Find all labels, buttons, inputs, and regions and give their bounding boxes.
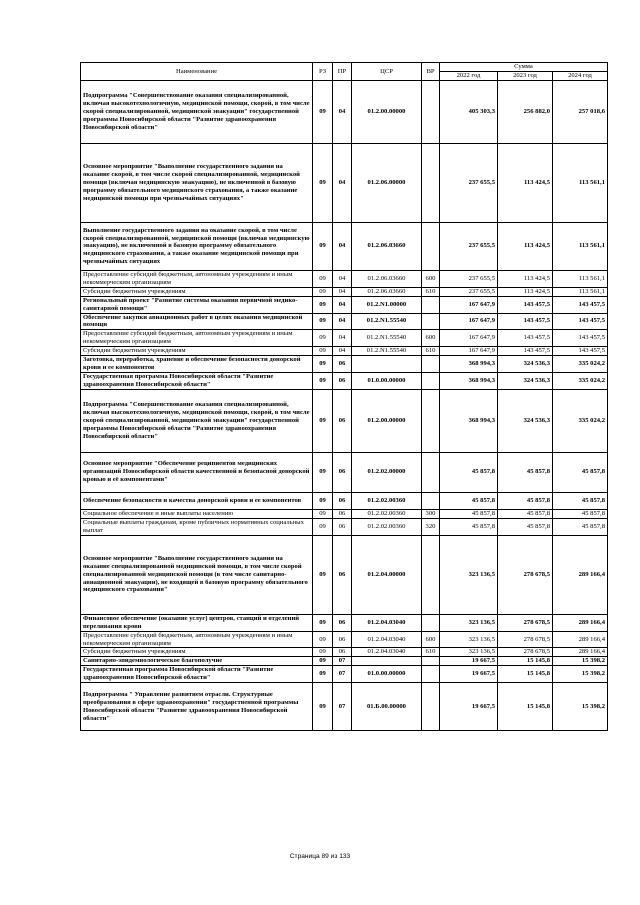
row-csr: 01.2.06.00000 xyxy=(352,143,422,222)
row-sum-2022: 167 647,9 xyxy=(440,313,498,330)
row-pr: 06 xyxy=(333,372,352,389)
row-sum-2022: 237 655,5 xyxy=(440,287,498,296)
row-vr: 320 xyxy=(422,518,440,535)
row-rz: 09 xyxy=(313,287,333,296)
row-sum-2024: 289 166,4 xyxy=(553,631,608,648)
header-csr: ЦСР xyxy=(352,63,422,81)
row-vr xyxy=(422,356,440,373)
row-vr xyxy=(422,372,440,389)
row-pr: 07 xyxy=(333,657,352,666)
row-csr: 01.2.06.03660 xyxy=(352,222,422,270)
row-rz: 09 xyxy=(313,631,333,648)
row-pr: 06 xyxy=(333,631,352,648)
row-csr: 01.2.02.00360 xyxy=(352,509,422,518)
row-sum-2022: 167 647,9 xyxy=(440,347,498,356)
row-sum-2023: 324 536,3 xyxy=(498,356,553,373)
row-pr: 04 xyxy=(333,313,352,330)
header-pr: ПР xyxy=(333,63,352,81)
row-vr xyxy=(422,143,440,222)
row-rz: 09 xyxy=(313,372,333,389)
row-pr: 04 xyxy=(333,296,352,313)
row-csr: 01.2.N1.55540 xyxy=(352,330,422,347)
row-vr: 610 xyxy=(422,648,440,657)
header-rz: РЗ xyxy=(313,63,333,81)
header-name: Наименование xyxy=(81,63,313,81)
row-sum-2024: 335 024,2 xyxy=(553,389,608,452)
row-name: Предоставление субсидий бюджетным, автономным учреждениям и иным некоммерческим организациям xyxy=(81,330,313,347)
row-name: Государственная программа Новосибирской области "Развитие здравоохранения Новосибирской области" xyxy=(81,372,313,389)
table-row xyxy=(81,330,608,347)
table-row xyxy=(81,518,608,535)
row-pr: 07 xyxy=(333,666,352,683)
row-sum-2022: 45 857,8 xyxy=(440,509,498,518)
budget-table-sheet xyxy=(80,62,607,731)
row-rz: 09 xyxy=(313,452,333,492)
row-pr: 06 xyxy=(333,535,352,614)
row-sum-2023: 45 857,8 xyxy=(498,509,553,518)
table-row xyxy=(81,372,608,389)
table-row xyxy=(81,347,608,356)
row-pr: 06 xyxy=(333,614,352,631)
row-rz: 09 xyxy=(313,389,333,452)
row-csr: 01.2.06.03660 xyxy=(352,287,422,296)
table-row xyxy=(81,80,608,143)
row-rz: 09 xyxy=(313,657,333,666)
row-sum-2023: 45 857,8 xyxy=(498,518,553,535)
table-row xyxy=(81,270,608,287)
row-vr xyxy=(422,535,440,614)
row-vr: 610 xyxy=(422,287,440,296)
row-rz: 09 xyxy=(313,296,333,313)
row-sum-2022: 323 136,5 xyxy=(440,631,498,648)
row-rz: 09 xyxy=(313,356,333,373)
row-sum-2023: 113 424,5 xyxy=(498,143,553,222)
row-name: Предоставление субсидий бюджетным, автономным учреждениям и иным некоммерческим организациям xyxy=(81,631,313,648)
row-sum-2024: 289 166,4 xyxy=(553,535,608,614)
row-sum-2024: 45 857,8 xyxy=(553,492,608,509)
row-sum-2022: 323 136,5 xyxy=(440,614,498,631)
row-sum-2024: 113 561,1 xyxy=(553,143,608,222)
row-csr: 01.2.04.03040 xyxy=(352,648,422,657)
row-csr: 01.2.04.00000 xyxy=(352,535,422,614)
row-name: Подпрограмма "Совершенствование оказания специализированной, включая высокотехнологичную, медицинской помощи, скорой, в том числе скорой специализированной, медицинской эвакуации" государственной программы Новосибирской области "Развитие здравоохранения Новосибирской области" xyxy=(81,80,313,143)
row-rz: 09 xyxy=(313,666,333,683)
row-vr xyxy=(422,222,440,270)
row-name: Социальное обеспечение и иные выплаты населению xyxy=(81,509,313,518)
row-rz: 09 xyxy=(313,270,333,287)
row-vr xyxy=(422,492,440,509)
row-csr: 01.2.02.00000 xyxy=(352,452,422,492)
row-sum-2022: 45 857,8 xyxy=(440,518,498,535)
table-row xyxy=(81,287,608,296)
row-sum-2023: 143 457,5 xyxy=(498,313,553,330)
row-rz: 09 xyxy=(313,614,333,631)
row-rz: 09 xyxy=(313,313,333,330)
row-sum-2023: 15 145,8 xyxy=(498,666,553,683)
row-sum-2022: 405 303,3 xyxy=(440,80,498,143)
row-sum-2023: 278 678,5 xyxy=(498,648,553,657)
row-sum-2024: 45 857,8 xyxy=(553,518,608,535)
row-name: Предоставление субсидий бюджетным, автономным учреждениям и иным некоммерческим организациям xyxy=(81,270,313,287)
row-sum-2022: 368 994,3 xyxy=(440,372,498,389)
row-sum-2023: 113 424,5 xyxy=(498,270,553,287)
row-pr: 04 xyxy=(333,330,352,347)
row-sum-2023: 143 457,5 xyxy=(498,347,553,356)
row-pr: 04 xyxy=(333,347,352,356)
row-csr: 01.2.06.03660 xyxy=(352,270,422,287)
row-name: Обеспечение безопасности и качества донорской крови и ее компонентов xyxy=(81,492,313,509)
row-pr: 06 xyxy=(333,648,352,657)
row-name: Основное мероприятие "Выполнение государственного задания на оказание скорой, в том числе скорой специализированной, медицинской помощи (включая медицинскую эвакуацию), не включенной в базовую программу обязательного медицинского страхования, а также оказание медицинской помощи при чрезвычайных ситуациях" xyxy=(81,143,313,222)
row-sum-2024: 113 561,1 xyxy=(553,222,608,270)
row-sum-2022: 19 667,5 xyxy=(440,657,498,666)
row-csr: 01.2.02.00360 xyxy=(352,492,422,509)
row-sum-2024: 15 398,2 xyxy=(553,666,608,683)
header-sum: Сумма xyxy=(440,63,608,72)
table-row xyxy=(81,666,608,683)
row-sum-2024: 143 457,5 xyxy=(553,330,608,347)
row-csr: 01.0.00.00000 xyxy=(352,666,422,683)
row-name: Основное мероприятие "Выполнение государственного задания на оказание специализированной медицинской помощи, в том числе скорой специализированной медицинской помощи (в том числе санитарно-авиационной эвакуации), не входящей в базовую программу обязательного медицинского страхования" xyxy=(81,535,313,614)
row-sum-2024: 15 398,2 xyxy=(553,683,608,731)
table-row xyxy=(81,356,608,373)
table-row xyxy=(81,296,608,313)
row-sum-2022: 237 655,5 xyxy=(440,270,498,287)
row-sum-2024: 113 561,1 xyxy=(553,287,608,296)
row-vr xyxy=(422,296,440,313)
row-name: Заготовка, переработка, хранение и обеспечение безопасности донорской крови и ее компонентов xyxy=(81,356,313,373)
row-rz: 09 xyxy=(313,143,333,222)
row-pr: 04 xyxy=(333,287,352,296)
row-sum-2024: 113 561,1 xyxy=(553,270,608,287)
table-row xyxy=(81,509,608,518)
row-name: Обеспечение закупки авиационных работ в целях оказания медицинской помощи xyxy=(81,313,313,330)
row-csr: 01.2.N1.00000 xyxy=(352,296,422,313)
row-vr: 600 xyxy=(422,631,440,648)
row-name: Субсидии бюджетным учреждениям xyxy=(81,648,313,657)
row-sum-2024: 289 166,4 xyxy=(553,614,608,631)
row-sum-2022: 167 647,9 xyxy=(440,296,498,313)
row-sum-2024: 45 857,8 xyxy=(553,452,608,492)
header-year-2022: 2022 год xyxy=(440,71,498,80)
row-name: Подпрограмма "Совершенствование оказания специализированной, включая высокотехнологичную, медицинской помощи, скорой, в том числе скорой специализированной, медицинской эвакуации" государственной программы Новосибирской области "Развитие здравоохранения Новосибирской области" xyxy=(81,389,313,452)
table-row xyxy=(81,535,608,614)
row-vr xyxy=(422,452,440,492)
table-row xyxy=(81,492,608,509)
row-sum-2022: 19 667,5 xyxy=(440,683,498,731)
row-sum-2022: 237 655,5 xyxy=(440,222,498,270)
row-csr: 01.2.N1.55540 xyxy=(352,347,422,356)
row-sum-2023: 45 857,8 xyxy=(498,452,553,492)
row-name: Субсидии бюджетным учреждениям xyxy=(81,347,313,356)
row-sum-2023: 256 882,0 xyxy=(498,80,553,143)
budget-table xyxy=(80,62,608,731)
row-rz: 09 xyxy=(313,509,333,518)
row-sum-2022: 167 647,9 xyxy=(440,330,498,347)
row-pr: 07 xyxy=(333,683,352,731)
row-sum-2024: 143 457,5 xyxy=(553,313,608,330)
row-pr: 06 xyxy=(333,509,352,518)
table-header xyxy=(81,63,608,81)
row-pr: 06 xyxy=(333,492,352,509)
row-sum-2022: 45 857,8 xyxy=(440,452,498,492)
row-sum-2023: 324 536,3 xyxy=(498,389,553,452)
row-sum-2024: 335 024,2 xyxy=(553,356,608,373)
row-rz: 09 xyxy=(313,492,333,509)
row-vr xyxy=(422,313,440,330)
row-vr: 600 xyxy=(422,330,440,347)
row-sum-2023: 45 857,8 xyxy=(498,492,553,509)
row-vr xyxy=(422,666,440,683)
row-sum-2024: 15 398,2 xyxy=(553,657,608,666)
row-vr xyxy=(422,657,440,666)
table-row xyxy=(81,657,608,666)
row-csr: 01.0.00.00000 xyxy=(352,372,422,389)
row-rz: 09 xyxy=(313,683,333,731)
row-vr xyxy=(422,389,440,452)
row-vr: 610 xyxy=(422,347,440,356)
row-rz: 09 xyxy=(313,80,333,143)
row-rz: 09 xyxy=(313,518,333,535)
row-sum-2023: 143 457,5 xyxy=(498,330,553,347)
row-rz: 09 xyxy=(313,347,333,356)
row-pr: 06 xyxy=(333,452,352,492)
row-csr xyxy=(352,657,422,666)
row-sum-2023: 324 536,3 xyxy=(498,372,553,389)
row-name: Региональный проект "Развитие системы оказания первичной медико-санитарной помощи" xyxy=(81,296,313,313)
row-pr: 06 xyxy=(333,518,352,535)
row-pr: 04 xyxy=(333,270,352,287)
table-body xyxy=(81,80,608,730)
row-sum-2022: 19 667,5 xyxy=(440,666,498,683)
row-csr: 01.2.02.00360 xyxy=(352,518,422,535)
row-pr: 04 xyxy=(333,80,352,143)
row-sum-2022: 237 655,5 xyxy=(440,143,498,222)
row-sum-2023: 278 678,5 xyxy=(498,535,553,614)
row-vr xyxy=(422,683,440,731)
row-rz: 09 xyxy=(313,535,333,614)
row-rz: 09 xyxy=(313,330,333,347)
table-row xyxy=(81,631,608,648)
header-year-2023: 2023 год xyxy=(498,71,553,80)
row-sum-2023: 113 424,5 xyxy=(498,287,553,296)
row-sum-2023: 143 457,5 xyxy=(498,296,553,313)
table-row xyxy=(81,648,608,657)
table-row xyxy=(81,614,608,631)
row-sum-2023: 15 145,8 xyxy=(498,657,553,666)
row-csr: 01.2.04.03040 xyxy=(352,631,422,648)
row-sum-2024: 335 024,2 xyxy=(553,372,608,389)
row-sum-2024: 143 457,5 xyxy=(553,296,608,313)
row-pr: 06 xyxy=(333,356,352,373)
row-name: Санитарно-эпидемиологическое благополучие xyxy=(81,657,313,666)
row-csr: 01.2.00.00000 xyxy=(352,389,422,452)
table-row xyxy=(81,313,608,330)
row-vr: 300 xyxy=(422,509,440,518)
row-sum-2022: 368 994,3 xyxy=(440,356,498,373)
row-rz: 09 xyxy=(313,648,333,657)
row-sum-2023: 15 145,8 xyxy=(498,683,553,731)
header-year-2024: 2024 год xyxy=(553,71,608,80)
row-sum-2022: 323 136,5 xyxy=(440,648,498,657)
row-name: Социальные выплаты гражданам, кроме публичных нормативных социальных выплат xyxy=(81,518,313,535)
row-pr: 04 xyxy=(333,143,352,222)
table-row xyxy=(81,143,608,222)
row-sum-2022: 45 857,8 xyxy=(440,492,498,509)
row-sum-2023: 278 678,5 xyxy=(498,631,553,648)
row-sum-2024: 257 018,6 xyxy=(553,80,608,143)
row-csr: 01.2.04.03040 xyxy=(352,614,422,631)
row-sum-2024: 143 457,5 xyxy=(553,347,608,356)
table-row xyxy=(81,222,608,270)
table-row xyxy=(81,389,608,452)
row-sum-2024: 289 166,4 xyxy=(553,648,608,657)
row-sum-2022: 323 136,5 xyxy=(440,535,498,614)
row-name: Выполнение государственного задания на оказание скорой, в том числе скорой специализированной, медицинской помощи (включая медицинскую эвакуацию), не включенной в базовую программу обязательного медицинского страхования, а также оказание медицинской помощи при чрезвычайных ситуациях xyxy=(81,222,313,270)
row-vr xyxy=(422,614,440,631)
row-pr: 04 xyxy=(333,222,352,270)
header-vr: ВР xyxy=(422,63,440,81)
row-sum-2022: 368 994,3 xyxy=(440,389,498,452)
row-name: Подпрограмма " Управление развитием отрасли. Структурные преобразования в сфере здравоохранения" государственной программы Новосибирской области "Развитие здравоохранения Новосибирской области" xyxy=(81,683,313,731)
row-vr xyxy=(422,80,440,143)
row-csr: 01.2.00.00000 xyxy=(352,80,422,143)
row-rz: 09 xyxy=(313,222,333,270)
row-name: Государственная программа Новосибирской области "Развитие здравоохранения Новосибирской области" xyxy=(81,666,313,683)
row-csr xyxy=(352,356,422,373)
row-vr: 600 xyxy=(422,270,440,287)
row-sum-2024: 45 857,8 xyxy=(553,509,608,518)
row-name: Субсидии бюджетным учреждениям xyxy=(81,287,313,296)
row-csr: 01.Б.00.00000 xyxy=(352,683,422,731)
row-pr: 06 xyxy=(333,389,352,452)
row-name: Основное мероприятие "Обеспечение реципиентов медицинских организаций Новосибирской области качественной и безопасной донорской кровью и её компонентами" xyxy=(81,452,313,492)
page-footer: Страница 89 из 133 xyxy=(289,853,351,860)
table-row xyxy=(81,683,608,731)
row-sum-2023: 113 424,5 xyxy=(498,222,553,270)
table-row xyxy=(81,452,608,492)
row-name: Финансовое обеспечение (оказание услуг) центров, станций и отделений переливания крови xyxy=(81,614,313,631)
row-sum-2023: 278 678,5 xyxy=(498,614,553,631)
row-csr: 01.2.N1.55540 xyxy=(352,313,422,330)
